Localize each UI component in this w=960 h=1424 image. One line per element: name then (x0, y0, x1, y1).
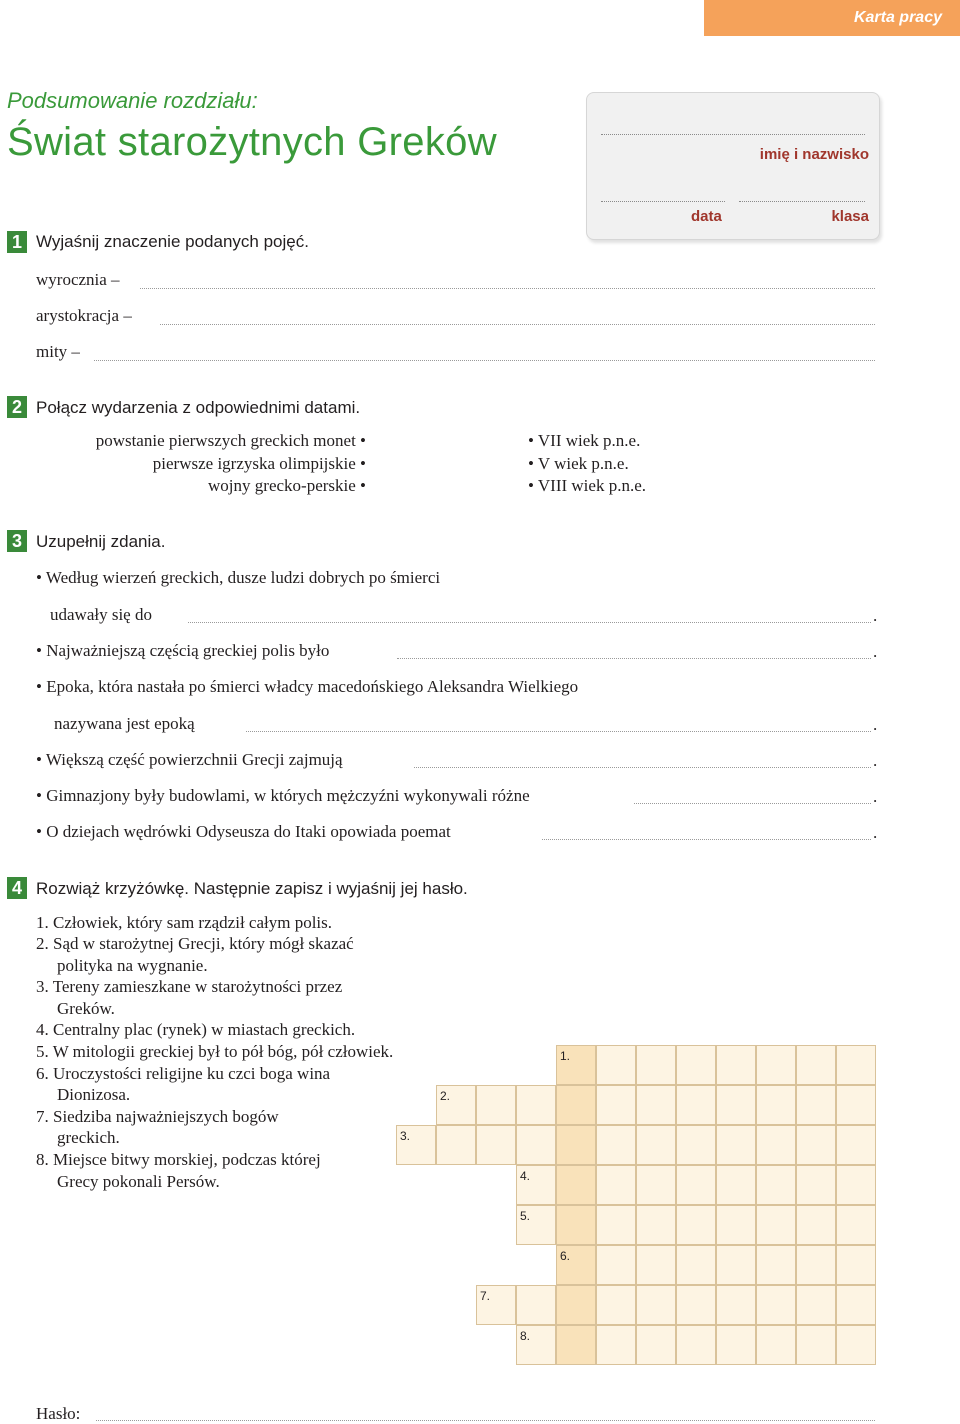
term-label: arystokracja – (36, 306, 132, 325)
name-field[interactable] (601, 134, 865, 135)
crossword-cell[interactable] (676, 1205, 716, 1245)
crossword-clue: 4. Centralny plac (rynek) w miastach greckich. (36, 1020, 356, 1039)
crossword-cell[interactable] (596, 1245, 636, 1285)
crossword-cell[interactable] (516, 1125, 556, 1165)
crossword-cell[interactable] (556, 1325, 596, 1365)
crossword-row-number: 4. (520, 1169, 531, 1183)
crossword-cell[interactable] (716, 1165, 756, 1205)
crossword-cell[interactable] (556, 1205, 596, 1245)
crossword-row-number: 7. (480, 1289, 491, 1303)
answer-line[interactable] (160, 324, 875, 325)
crossword-cell[interactable] (756, 1125, 796, 1165)
crossword-row-number: 5. (520, 1209, 531, 1223)
answer-line[interactable] (397, 658, 871, 659)
event-item[interactable]: pierwsze igrzyska olimpijskie • (152, 453, 366, 473)
answer-line[interactable] (94, 360, 875, 361)
crossword-cell[interactable] (796, 1205, 836, 1245)
crossword-clue: Grecy pokonali Persów. (57, 1172, 220, 1191)
answer-line[interactable] (542, 839, 871, 840)
sentence-period: . (873, 715, 878, 734)
crossword-cell[interactable] (636, 1165, 676, 1205)
event-item[interactable]: wojny grecko-perskie • (208, 476, 366, 495)
crossword-cell[interactable] (836, 1325, 876, 1365)
worksheet-badge: Karta pracy (704, 0, 960, 36)
sentence-text: nazywana jest epoką (54, 714, 195, 733)
crossword-cell[interactable] (716, 1245, 756, 1285)
crossword-cell[interactable] (636, 1245, 676, 1285)
crossword-cell[interactable] (596, 1085, 636, 1125)
sentence-period: . (873, 606, 878, 625)
task2-instruction: Połącz wydarzenia z odpowiednimi datami. (36, 398, 361, 417)
crossword-cell[interactable] (716, 1205, 756, 1245)
crossword-cell[interactable] (676, 1245, 716, 1285)
class-field[interactable] (739, 201, 865, 202)
crossword-cell[interactable] (676, 1125, 716, 1165)
sentence-period: . (873, 751, 878, 770)
sentence-text: udawały się do (50, 605, 152, 624)
crossword-cell[interactable] (636, 1285, 676, 1325)
crossword-cell[interactable] (756, 1285, 796, 1325)
chapter-subtitle: Podsumowanie rozdziału: (7, 88, 258, 113)
crossword-cell[interactable] (796, 1245, 836, 1285)
crossword-cell[interactable] (636, 1325, 676, 1365)
task-number-1: 1 (7, 231, 27, 253)
crossword-cell[interactable] (556, 1285, 596, 1325)
sentence-text: • Gimnazjony były budowlami, w których mężczyźni wykonywali różne (36, 786, 530, 805)
sentence-period: . (873, 787, 878, 806)
date-item[interactable]: • VII wiek p.n.e. (528, 431, 641, 450)
events-list (36, 430, 366, 498)
name-label: imię i nazwisko (759, 146, 869, 163)
password-answer-line[interactable] (96, 1420, 875, 1421)
chapter-title: Świat starożytnych Greków (7, 120, 497, 164)
student-info-box (586, 92, 880, 240)
crossword-cell[interactable] (636, 1205, 676, 1245)
crossword-clue: 6. Uroczystości religijne ku czci boga wina (36, 1064, 331, 1083)
task4-instruction: Rozwiąż krzyżówkę. Następnie zapisz i wyjaśnij jej hasło. (36, 879, 468, 898)
answer-line[interactable] (246, 731, 871, 732)
date-field[interactable] (601, 201, 725, 202)
answer-line[interactable] (414, 767, 871, 768)
date-label: data (691, 208, 722, 225)
crossword-cell[interactable] (836, 1125, 876, 1165)
crossword-cell[interactable] (756, 1245, 796, 1285)
crossword-clue: 5. W mitologii greckiej był to pół bóg, pół człowiek. (36, 1042, 394, 1061)
crossword-cell[interactable] (676, 1045, 716, 1085)
crossword-cell[interactable] (716, 1125, 756, 1165)
crossword-cell[interactable] (756, 1045, 796, 1085)
crossword-cell[interactable] (676, 1165, 716, 1205)
crossword-cell[interactable] (796, 1285, 836, 1325)
task-number-4: 4 (7, 877, 27, 899)
crossword-cell[interactable] (716, 1085, 756, 1125)
crossword-cell[interactable] (636, 1045, 676, 1085)
crossword-cell[interactable] (596, 1205, 636, 1245)
crossword-clue: Dionizosa. (57, 1085, 131, 1104)
crossword-cell[interactable] (556, 1085, 596, 1125)
crossword-clue: polityka na wygnanie. (57, 956, 208, 975)
term-label: mity – (36, 342, 80, 361)
task3-instruction: Uzupełnij zdania. (36, 532, 166, 551)
crossword-cell[interactable] (516, 1285, 556, 1325)
crossword-cell[interactable] (636, 1125, 676, 1165)
crossword-row-number: 6. (560, 1249, 571, 1263)
dates-list (528, 430, 646, 498)
crossword-clue: 1. Człowiek, który sam rządził całym polis. (36, 913, 333, 932)
task-number-2: 2 (7, 396, 27, 418)
crossword-cell[interactable] (756, 1085, 796, 1125)
sentence-text: • Najważniejszą częścią greckiej polis było (36, 641, 330, 660)
crossword-clue: 3. Tereny zamieszkane w starożytności przez (36, 977, 343, 996)
sentence-period: . (873, 642, 878, 661)
term-label: wyrocznia – (36, 270, 120, 289)
crossword-cell[interactable] (476, 1085, 516, 1125)
crossword-cell[interactable] (596, 1125, 636, 1165)
sentence-period: . (873, 823, 878, 842)
crossword-cell[interactable] (836, 1045, 876, 1085)
crossword-cell[interactable] (436, 1125, 476, 1165)
crossword-clue: greckich. (57, 1128, 120, 1147)
crossword-cell[interactable] (836, 1245, 876, 1285)
crossword-cell[interactable] (596, 1285, 636, 1325)
crossword-clue: 7. Siedziba najważniejszych bogów (36, 1107, 279, 1126)
crossword-cell[interactable] (796, 1045, 836, 1085)
password-label: Hasło: (36, 1404, 81, 1423)
crossword-cell[interactable] (476, 1125, 516, 1165)
sentence-text: • Według wierzeń greckich, dusze ludzi dobrych po śmierci (36, 568, 441, 587)
crossword-row-number: 8. (520, 1329, 531, 1343)
crossword-cell[interactable] (716, 1045, 756, 1085)
crossword-cell[interactable] (836, 1085, 876, 1125)
crossword-cell[interactable] (756, 1165, 796, 1205)
crossword-cell[interactable] (756, 1325, 796, 1365)
class-label: klasa (831, 208, 869, 225)
answer-line[interactable] (634, 803, 871, 804)
crossword-cell[interactable] (716, 1325, 756, 1365)
crossword-cell[interactable] (676, 1285, 716, 1325)
crossword-cell[interactable] (756, 1205, 796, 1245)
task-number-3: 3 (7, 530, 27, 552)
date-item[interactable]: • V wiek p.n.e. (528, 453, 629, 473)
crossword-cell[interactable] (836, 1285, 876, 1325)
crossword-cell[interactable] (556, 1165, 596, 1205)
crossword-cell[interactable] (836, 1165, 876, 1205)
crossword-cell[interactable] (796, 1325, 836, 1365)
crossword-row-number: 2. (440, 1089, 451, 1103)
crossword-cell[interactable] (636, 1085, 676, 1125)
sentence-text: • O dziejach wędrówki Odyseusza do Itaki opowiada poemat (36, 822, 451, 841)
crossword-cell[interactable] (596, 1045, 636, 1085)
crossword-clue: 2. Sąd w starożytnej Grecji, który mógł skazać (36, 934, 354, 953)
crossword-cell[interactable] (596, 1325, 636, 1365)
event-item[interactable]: powstanie pierwszych greckich monet • (95, 431, 366, 450)
crossword-cell[interactable] (676, 1085, 716, 1125)
crossword-cell[interactable] (796, 1165, 836, 1205)
crossword-cell[interactable] (796, 1125, 836, 1165)
crossword-cell[interactable] (556, 1125, 596, 1165)
crossword-row-number: 3. (400, 1129, 411, 1143)
crossword-cell[interactable] (796, 1085, 836, 1125)
crossword-cell[interactable] (596, 1165, 636, 1205)
answer-line[interactable] (188, 622, 871, 623)
crossword-row-number: 1. (560, 1049, 571, 1063)
date-item[interactable]: • VIII wiek p.n.e. (528, 476, 646, 495)
crossword-cell[interactable] (516, 1085, 556, 1125)
crossword-cell[interactable] (716, 1285, 756, 1325)
sentence-text: • Epoka, która nastała po śmierci władcy macedońskiego Aleksandra Wielkiego (36, 677, 579, 696)
crossword-cell[interactable] (836, 1205, 876, 1245)
sentence-text: • Większą część powierzchnii Grecji zajmują (36, 750, 343, 769)
crossword-clue: 8. Miejsce bitwy morskiej, podczas której (36, 1150, 321, 1169)
answer-line[interactable] (140, 288, 875, 289)
crossword-clue: Greków. (57, 999, 115, 1018)
crossword-cell[interactable] (676, 1325, 716, 1365)
task1-instruction: Wyjaśnij znaczenie podanych pojęć. (36, 232, 309, 251)
